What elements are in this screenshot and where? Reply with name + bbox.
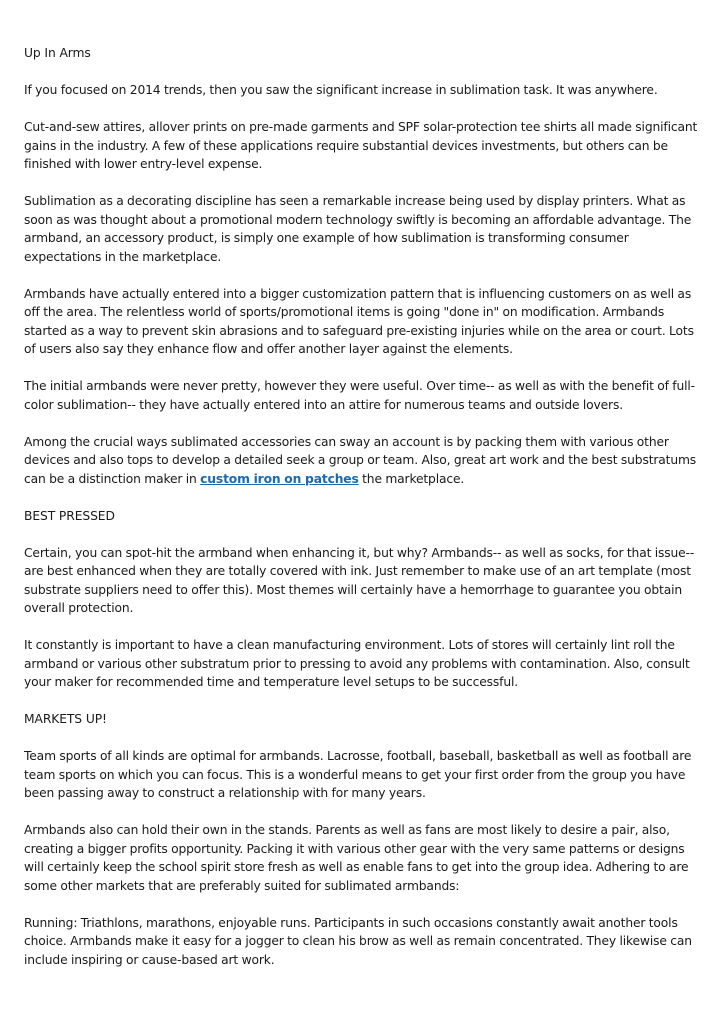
paragraph-stands: Armbands also can hold their own in the stands. Parents as well as fans are most likely to desire a pair, also, creating a bigger profits opportunity. Packing it with various other gear with the very same patterns or designs will certainly keep the school spirit store fresh as well as enable fans to get into the group idea. Adhering to are some other markets that are preferably suited for sublimated armbands: [24, 823, 689, 893]
paragraph-clean-environment: It constantly is important to have a clean manufacturing environment. Lots of stores will certainly lint roll the armband or various other substratum prior to pressing to avoid any problems with contamination. Also, consult your maker for recommended time and temperature level setups to be successful. [24, 638, 690, 689]
custom-iron-on-patches-link[interactable]: custom iron on patches [200, 471, 359, 486]
paragraph-armbands-customization: Armbands have actually entered into a bigger customization pattern that is influencing customers on as well as off the area. The relentless world of sports/promotional items is going "done in" on modification. Armbands started as a way to prevent skin abrasions and to safeguard pre-existing injuries while on the area or court. Lots of users also say they enhance flow and offer another layer against the elements. [24, 286, 694, 356]
paragraph-spot-hit: Certain, you can spot-hit the armband when enhancing it, but why? Armbands-- as well as socks, for that issue-- are best enhanced when they are totally covered with ink. Just remember to make use of an art template (most substrate suppliers need to offer this). Most themes will certainly have a hemorrhage to guarantee you obtain overall protection. [24, 545, 695, 615]
section-heading-best-pressed: BEST PRESSED [24, 508, 115, 523]
paragraph-sublimation-discipline: Sublimation as a decorating discipline has seen a remarkable increase being used by display printers. What as soon as was thought about a promotional modern technology swiftly is becoming an affordable advantage. The armband, an accessory product, is simply one example of how sublimation is transforming consumer expectations in the marketplace. [24, 194, 692, 264]
section-heading-markets-up: MARKETS UP! [24, 712, 107, 726]
paragraph-intro: If you focused on 2014 trends, then you saw the significant increase in sublimation task. It was anywhere. [24, 83, 658, 97]
paragraph-team-sports: Team sports of all kinds are optimal for armbands. Lacrosse, football, baseball, basketball as well as football are team sports on which you can focus. This is a wonderful means to get your first order from the group you have been passing away to construct a relationship with for many years. [24, 749, 692, 800]
paragraph-text-before-link: Among the crucial ways sublimated accessories can sway an account is by packing them with various other devices and also tops to develop a detailed seek a group or team. Also, great art work and the best substratums can be a distinction maker in [24, 434, 697, 486]
paragraph-sublimated-accessories [24, 433, 698, 489]
document-title: Up In Arms [24, 46, 91, 60]
paragraph-cut-and-sew: Cut-and-sew attires, allover prints on pre-made garments and SPF solar-protection tee shirts all made significant gains in the industry. A few of these applications require substantial devices investments, but others can be finished with lower entry-level expense. [24, 120, 698, 171]
paragraph-text-after-link: the marketplace. [358, 471, 465, 486]
paragraph-initial-armbands: The initial armbands were never pretty, however they were useful. Over time-- as well as with the benefit of full-color sublimation-- they have actually entered into an attire for numerous teams and outside lovers. [24, 379, 695, 412]
paragraph-running: Running: Triathlons, marathons, enjoyable runs. Participants in such occasions constantly await another tools choice. Armbands make it easy for a jogger to clean his brow as well as remain concentrated. They likewise can include inspiring or cause-based art work. [24, 915, 692, 967]
